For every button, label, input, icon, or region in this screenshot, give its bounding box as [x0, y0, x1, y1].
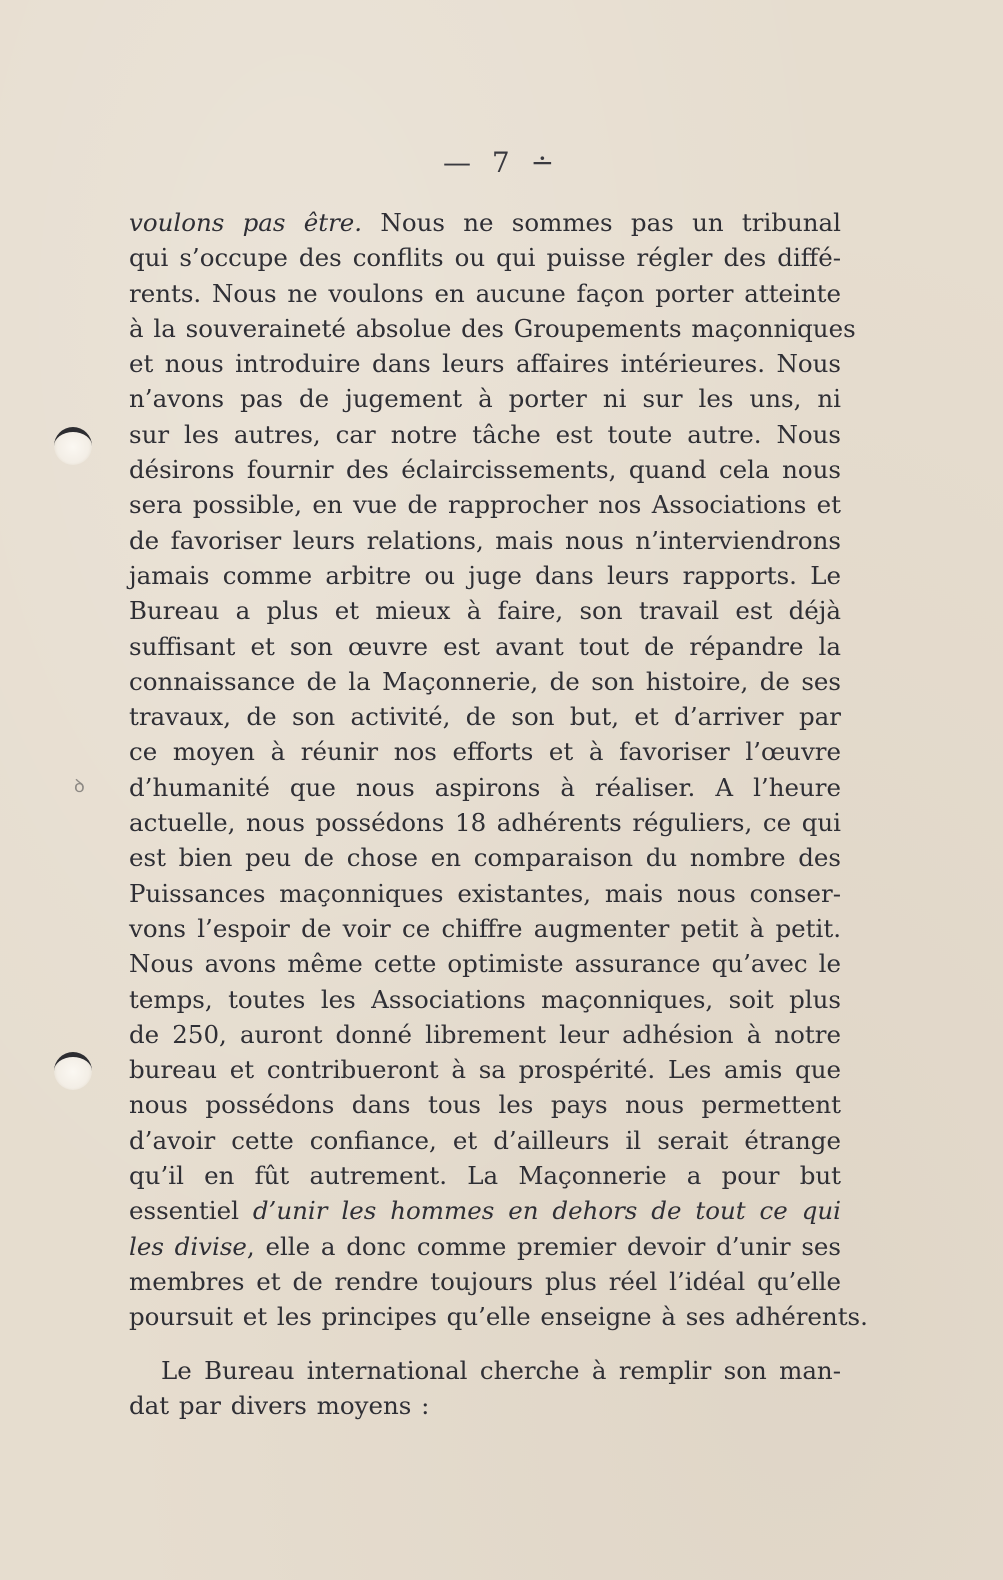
- text-line: [129, 1299, 868, 1334]
- text-line: [129, 805, 841, 840]
- text-line: [129, 205, 841, 240]
- text-segment: connaissance de la Maçonnerie, de son histoire, de ses: [129, 666, 841, 696]
- italic-text: d’unir les hommes en dehors de tout ce qui: [252, 1196, 841, 1226]
- text-segment: essentiel: [129, 1196, 253, 1226]
- text-line: [129, 311, 856, 346]
- text-segment: poursuit et les principes qu’elle enseigne à ses adhérents.: [129, 1302, 868, 1332]
- text-line: [129, 417, 841, 452]
- text-line: [129, 1052, 841, 1087]
- text-segment: désirons fournir des éclaircissements, quand cela nous: [129, 455, 841, 485]
- text-segment: membres et de rendre toujours plus réel l’idéal qu’elle: [129, 1266, 841, 1296]
- text-line: [129, 1264, 841, 1299]
- text-segment: Nous avons même cette optimiste assurance qu’avec le: [129, 949, 841, 979]
- text-segment: jamais comme arbitre ou juge dans leurs rapports. Le: [129, 560, 841, 590]
- text-line: [129, 523, 841, 558]
- text-line: [129, 1017, 841, 1052]
- text-line: [129, 982, 841, 1017]
- text-segment: de favoriser leurs relations, mais nous n’interviendrons: [129, 525, 841, 555]
- text-line: [129, 240, 841, 275]
- text-line: [129, 1353, 841, 1388]
- text-segment: nous possédons dans tous les pays nous permettent: [129, 1090, 841, 1120]
- text-line: [129, 276, 841, 311]
- text-line: [129, 699, 841, 734]
- text-line: [129, 629, 841, 664]
- text-line: [129, 1158, 841, 1193]
- text-segment: qu’il en fût autrement. La Maçonnerie a pour but: [129, 1161, 841, 1191]
- text-line: [129, 911, 841, 946]
- text-segment: Nous ne sommes pas un tribunal: [362, 208, 841, 237]
- text-segment: et nous introduire dans leurs affaires intérieures. Nous: [129, 349, 841, 379]
- text-segment: d’humanité que nous aspirons à réaliser. A l’heure: [129, 772, 841, 802]
- text-line: [129, 734, 841, 769]
- text-line: [129, 876, 841, 911]
- text-line: [129, 346, 841, 381]
- text-line: [129, 770, 841, 805]
- text-segment: sur les autres, car notre tâche est toute autre. Nous: [129, 419, 841, 449]
- text-segment: de 250, auront donné librement leur adhésion à notre: [129, 1019, 841, 1049]
- text-segment: temps, toutes les Associations maçonniques, soit plus: [129, 984, 841, 1014]
- text-segment: bureau et contribueront à sa prospérité. Les amis que: [129, 1055, 841, 1085]
- text-segment: Puissances maçonniques existantes, mais nous conser-: [129, 878, 841, 908]
- paragraph-1: [129, 205, 868, 1335]
- text-segment: rents. Nous ne voulons en aucune façon porter atteinte: [129, 278, 841, 308]
- text-line: [129, 452, 841, 487]
- text-segment: n’avons pas de jugement à porter ni sur les uns, ni: [129, 384, 841, 414]
- text-segment: vons l’espoir de voir ce chiffre augmenter petit à petit.: [129, 913, 841, 943]
- text-line: [129, 381, 841, 416]
- punch-hole-top: [54, 427, 92, 465]
- punch-hole-bottom: [54, 1052, 92, 1090]
- text-segment: , elle a donc comme premier devoir d’unir ses: [246, 1231, 841, 1261]
- text-line: [129, 1229, 841, 1264]
- text-segment: suffisant et son œuvre est avant tout de répandre la: [129, 631, 841, 661]
- text-segment: ce moyen à réunir nos efforts et à favoriser l’œuvre: [129, 737, 841, 767]
- text-line: [129, 840, 841, 875]
- page-number: — 7 ∸: [442, 146, 561, 179]
- text-segment: Bureau a plus et mieux à faire, son travail est déjà: [129, 596, 841, 626]
- text-segment: Le Bureau international cherche à remplir son man-: [161, 1355, 841, 1385]
- text-segment: travaux, de son activité, de son but, et d’arriver par: [129, 702, 841, 732]
- body-text: [129, 205, 868, 1423]
- text-line: [129, 487, 841, 522]
- text-segment: à la souveraineté absolue des Groupements maçonniques: [129, 313, 856, 343]
- italic-text: les divise: [129, 1231, 247, 1261]
- text-line: [129, 1123, 841, 1158]
- paragraph-2: [129, 1353, 841, 1424]
- text-segment: d’avoir cette confiance, et d’ailleurs il serait étrange: [129, 1125, 841, 1155]
- text-segment: qui s’occupe des conflits ou qui puisse régler des diffé-: [129, 243, 841, 273]
- margin-mark: ꝺ: [74, 776, 85, 797]
- text-line: [129, 558, 841, 593]
- text-line: [129, 1087, 841, 1122]
- text-segment: sera possible, en vue de rapprocher nos Associations et: [129, 490, 841, 520]
- text-segment: dat par divers moyens :: [129, 1390, 430, 1420]
- text-line: [129, 946, 841, 981]
- text-segment: est bien peu de chose en comparaison du nombre des: [129, 843, 841, 873]
- text-line: [129, 593, 841, 628]
- text-segment: actuelle, nous possédons 18 adhérents réguliers, ce qui: [129, 808, 841, 838]
- text-line: [129, 1193, 841, 1228]
- text-line: [129, 664, 841, 699]
- italic-text: voulons pas être.: [129, 208, 363, 237]
- text-line: [129, 1388, 841, 1423]
